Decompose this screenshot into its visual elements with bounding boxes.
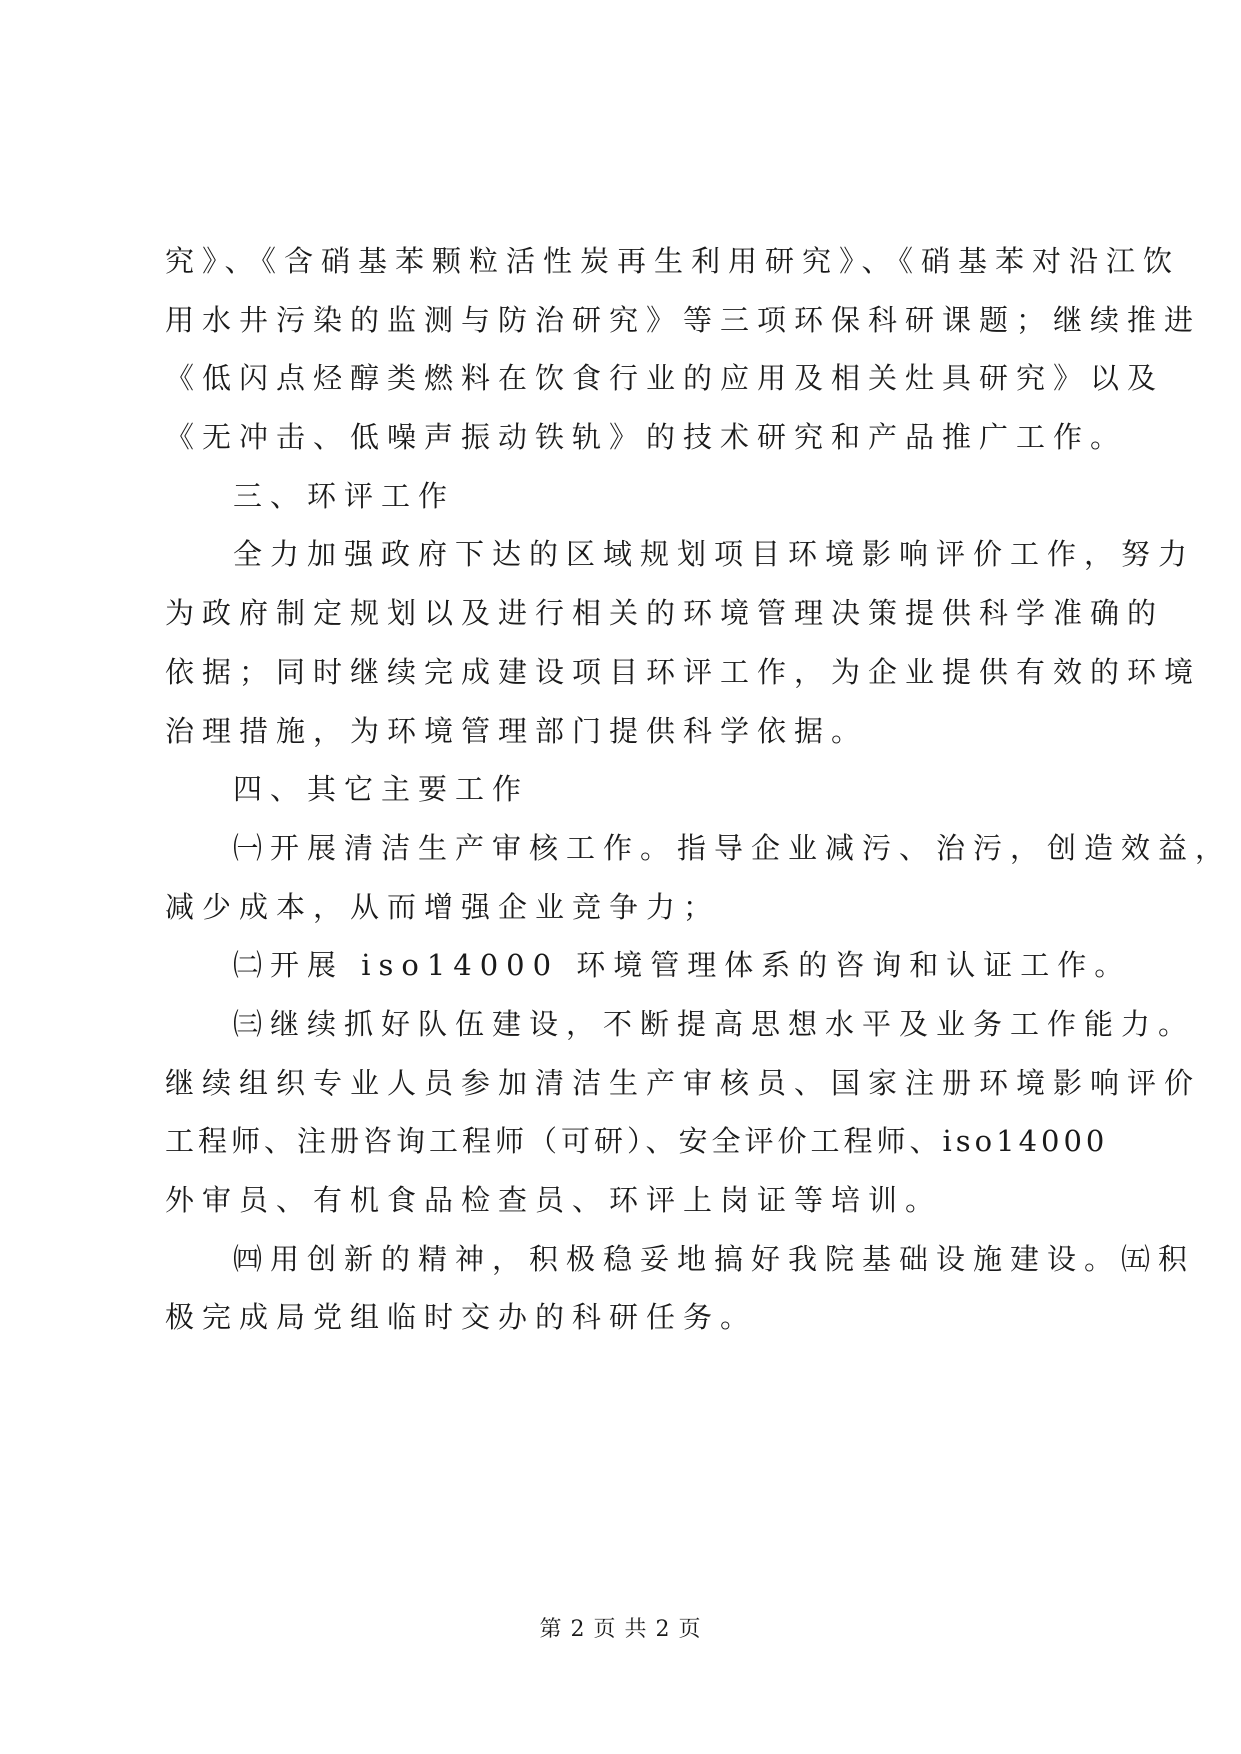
text-line: 治理措施，为环境管理部门提供科学依据。 bbox=[165, 713, 869, 748]
text-line: 继续组织专业人员参加清洁生产审核员、国家注册环境影响评价 bbox=[165, 1065, 1202, 1100]
text-line: 减少成本，从而增强企业竞争力； bbox=[165, 889, 721, 924]
text-line: 用水井污染的监测与防治研究》等三项环保科研课题；继续推进 bbox=[165, 302, 1202, 337]
text-line: 极完成局党组临时交办的科研任务。 bbox=[165, 1300, 758, 1335]
text-line: 全力加强政府下达的区域规划项目环境影响评价工作，努力 bbox=[233, 537, 1196, 572]
list-item: ㈣用创新的精神，积极稳妥地搞好我院基础设施建设。㈤积 bbox=[233, 1241, 1196, 1276]
list-item: ㈠开展清洁生产审核工作。指导企业减污、治污，创造效益， bbox=[233, 830, 1233, 865]
text-line: 《无冲击、低噪声振动铁轨》的技术研究和产品推广工作。 bbox=[165, 420, 1128, 455]
text-line: 为政府制定规划以及进行相关的环境管理决策提供科学准确的 bbox=[165, 596, 1165, 631]
text-line: 究》、《含硝基苯颗粒活性炭再生利用研究》、《硝基苯对沿江饮 bbox=[165, 244, 1181, 278]
text-line: 工程师、注册咨询工程师（可研）、安全评价工程师、iso14000 bbox=[165, 1124, 1109, 1159]
text-line: 依据；同时继续完成建设项目环评工作，为企业提供有效的环境 bbox=[165, 654, 1202, 689]
document-body bbox=[165, 232, 1233, 1347]
text-line: 外审员、有机食品检查员、环评上岗证等培训。 bbox=[165, 1183, 943, 1217]
section-heading: 三、环评工作 bbox=[233, 478, 456, 513]
list-item: ㈢继续抓好队伍建设，不断提高思想水平及业务工作能力。 bbox=[233, 1006, 1196, 1041]
section-heading: 四、其它主要工作 bbox=[233, 772, 530, 807]
page-number: 第 2 页 共 2 页 bbox=[539, 1617, 702, 1642]
text-line: 《低闪点烃醇类燃料在饮食行业的应用及相关灶具研究》以及 bbox=[165, 361, 1165, 396]
list-item: ㈡开展 iso14000 环境管理体系的咨询和认证工作。 bbox=[233, 948, 1132, 983]
